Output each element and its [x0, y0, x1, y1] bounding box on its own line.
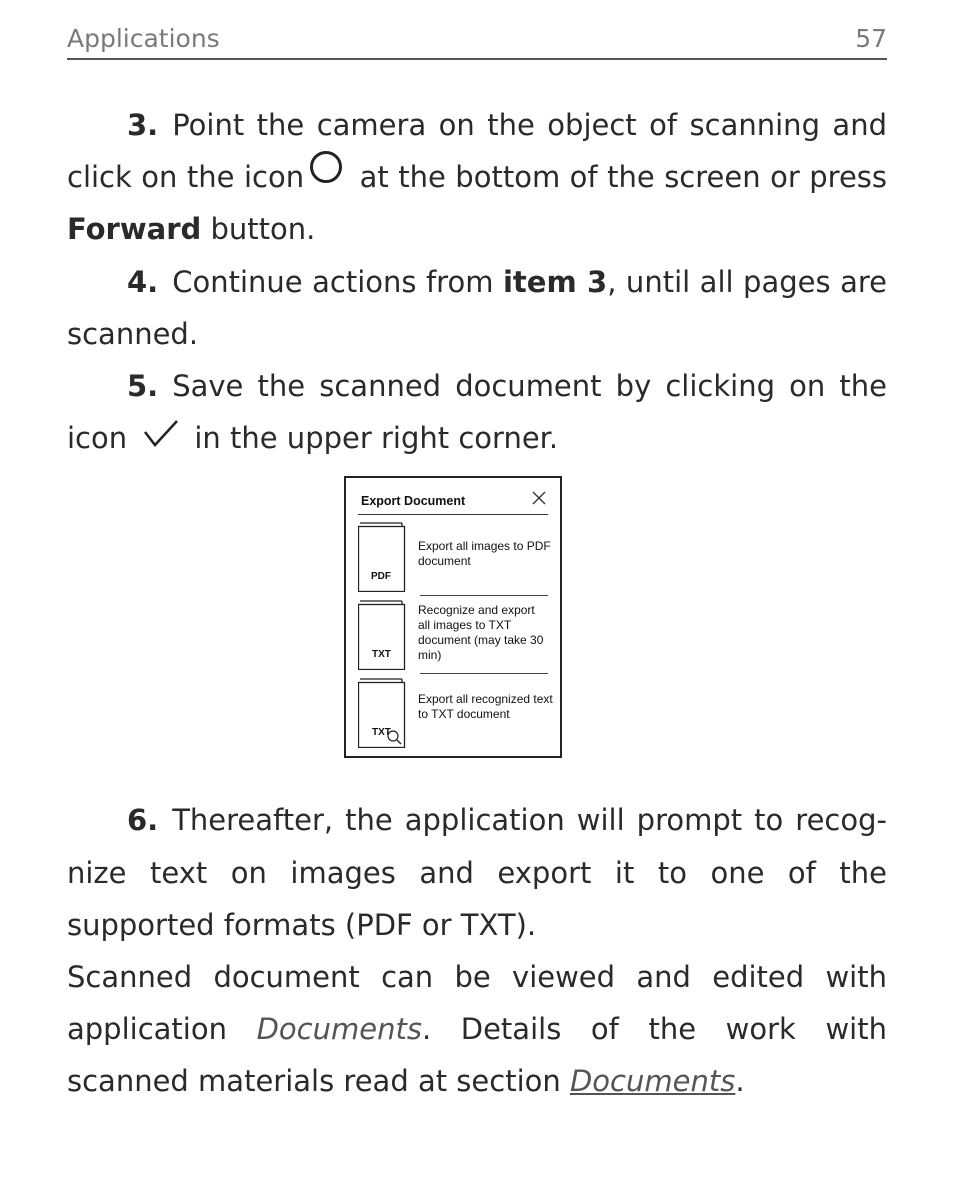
figure [67, 464, 887, 794]
app-name: Documents [256, 1012, 422, 1047]
closing-paragraph: Scanned document can be viewed and edited with application Documents. Details of the work with scanned materials read at section Documents. [67, 960, 887, 1099]
step-6: 6. Thereafter, the application will prompt to recognize text on images and export it to one of the supported formats (PDF or TXT). [67, 803, 887, 942]
export-recognized-txt-option[interactable]: TXT Export all recognized text to TXT document [358, 674, 548, 752]
step-4: 4. Continue actions from item 3, until all pages are scanned. [67, 264, 887, 351]
recognize-export-txt-option[interactable]: TXT Recognize and export all images to TXT document (may take 30 min) [358, 596, 548, 674]
page-number: 57 [855, 24, 887, 53]
export-document-dialog [344, 476, 562, 758]
checkmark-icon [142, 418, 180, 450]
documents-section-link[interactable]: Documents [569, 1064, 736, 1099]
step-number: 5. [127, 369, 159, 404]
export-pdf-option[interactable]: PDF Export all images to PDF document [358, 518, 548, 596]
step-5: 5. Save the scanned document by clicking on the icon in the upper right corner. [67, 369, 887, 456]
step-3: 3. Point the camera on the object of scanning and click on the icon at the bottom of the screen or press Forward button. [67, 108, 887, 247]
step-number: 3. [127, 108, 159, 142]
dialog-divider [358, 514, 548, 515]
step-number: 6. [127, 803, 159, 838]
step-number: 4. [127, 264, 159, 299]
dialog-title: Export Document [361, 494, 466, 509]
page-content [67, 99, 887, 1108]
shutter-circle-icon [310, 151, 342, 183]
forward-button-label: Forward [67, 212, 202, 247]
close-icon[interactable] [531, 490, 547, 506]
page-header [67, 22, 887, 60]
section-title: Applications [67, 24, 220, 53]
